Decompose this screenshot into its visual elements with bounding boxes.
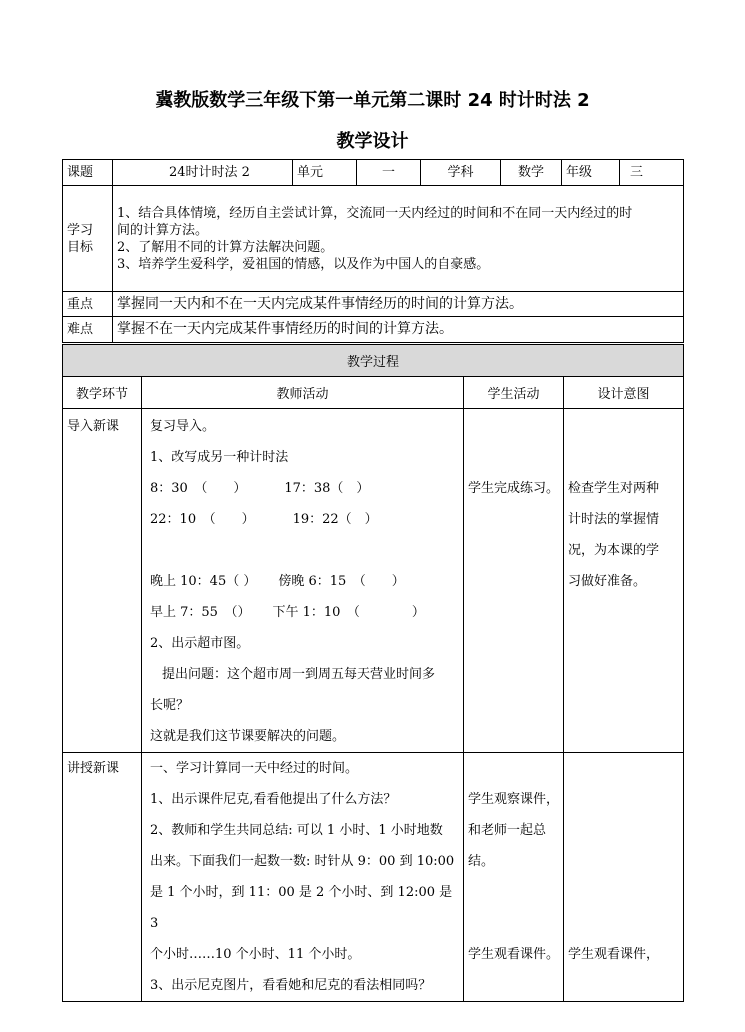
intro-item2: 2、出示超市图。 [150,636,250,651]
objective-line: 3、培养学生爱科学，爱祖国的情感，以及作为中国人的自豪感。 [117,256,490,272]
header-phase: 教学环节 [63,377,142,409]
key-point-value: 掌握同一天内和不在一天内完成某件事情经历的时间的计算方法。 [113,292,684,317]
practice-row [150,597,459,628]
subject-value: 数学 [501,160,562,186]
header-teacher: 教师活动 [142,377,464,409]
course-value: 24时计时法 2 [113,160,293,186]
objectives-label-line2: 目标 [67,239,94,255]
objectives-label-line1: 学习 [67,222,94,238]
objective-line: 1、结合具体情境，经历自主尝试计算，交流同一天内经过的时间和不在同一天内经过的时 [117,205,633,221]
intro-question: 提出问题：这个超市周一到周五每天营业时间多 [162,667,436,682]
course-label: 课题 [63,160,113,186]
intro-closing: 这就是我们这节课要解决的问题。 [150,729,346,744]
document-title: 冀教版数学三年级下第一单元第二课时 24 时计时法 2 [155,90,590,111]
new-line: 2、教师和学生共同总结: 可以 1 小时、1 小时地数 [150,823,443,838]
intro-review: 复习导入。 [150,419,216,434]
new-phase: 讲授新课 [63,753,142,1002]
practice-row [150,504,459,535]
new-design-intent: 学生观看课件， [564,753,684,1002]
new-teacher-activity [142,753,464,1002]
objective-line: 2、了解用不同的计算方法解决问题。 [117,239,334,255]
student-line: 学生观看课件。 [468,947,560,962]
practice-item: 22：10 （ ） [150,512,255,527]
objectives-label [63,186,113,292]
key-point-label: 重点 [63,292,113,317]
difficulty-label: 难点 [63,317,113,343]
grade-value: 三 [620,160,684,186]
practice-item: 下午 1：10 （ ） [272,605,425,620]
header-student: 学生活动 [464,377,564,409]
new-line: 个小时……10 个小时、11 个小时。 [150,947,361,962]
lesson-info-table [62,159,684,343]
student-line: 和老师一起总 [468,823,547,838]
unit-label: 单元 [293,160,357,186]
subject-label: 学科 [421,160,501,186]
unit-value: 一 [357,160,421,186]
new-line: 1、出示课件尼克,看看他提出了什么方法？ [150,792,397,807]
practice-row [150,473,459,504]
new-line: 出来。下面我们一起数一数: 时针从 9：00 到 10:00 [150,854,455,869]
header-intent: 设计意图 [564,377,684,409]
intent-line: 习做好准备。 [568,574,647,589]
difficulty-value: 掌握不在一天内完成某件事情经历的时间的计算方法。 [113,317,684,343]
intent-line: 况，为本课的学 [568,543,660,558]
new-line: 是 1 个小时，到 11：00 是 2 个小时、到 12:00 是 3 [150,885,453,931]
practice-item: 19：22（ ） [292,512,378,527]
new-line: 一、学习计算同一天中经过的时间。 [150,761,359,776]
teaching-process-table [62,344,684,1002]
intro-teacher-activity [142,409,464,753]
student-line: 结。 [468,854,495,869]
intro-question-cont: 长呢？ [150,698,190,713]
objective-line: 间的计算方法。 [117,222,209,238]
practice-row [150,566,459,597]
intent-line: 计时法的掌握情 [568,512,660,527]
practice-item: 晚上 10：45（ ） [150,574,257,589]
student-line: 学生观察课件， [468,792,560,807]
practice-item: 傍晚 6：15 （ ） [278,574,405,589]
section-title: 教学过程 [63,345,684,377]
practice-item: 17：38（ ） [284,481,370,496]
practice-item: 8：30 （ ） [150,481,247,496]
intent-line: 检查学生对两种 [568,481,660,496]
grade-label: 年级 [562,160,620,186]
intro-item1: 1、改写成另一种计时法 [150,450,289,465]
new-line: 3、出示尼克图片，看看她和尼克的看法相同吗？ [150,978,432,993]
intro-phase: 导入新课 [63,409,142,753]
intro-design-intent [564,409,684,753]
practice-item: 早上 7：55 （） [150,605,251,620]
new-student-activity [464,753,564,1002]
objectives-content [113,186,684,292]
intro-student-activity: 学生完成练习。 [464,409,564,753]
document-subtitle: 教学设计 [336,131,409,152]
